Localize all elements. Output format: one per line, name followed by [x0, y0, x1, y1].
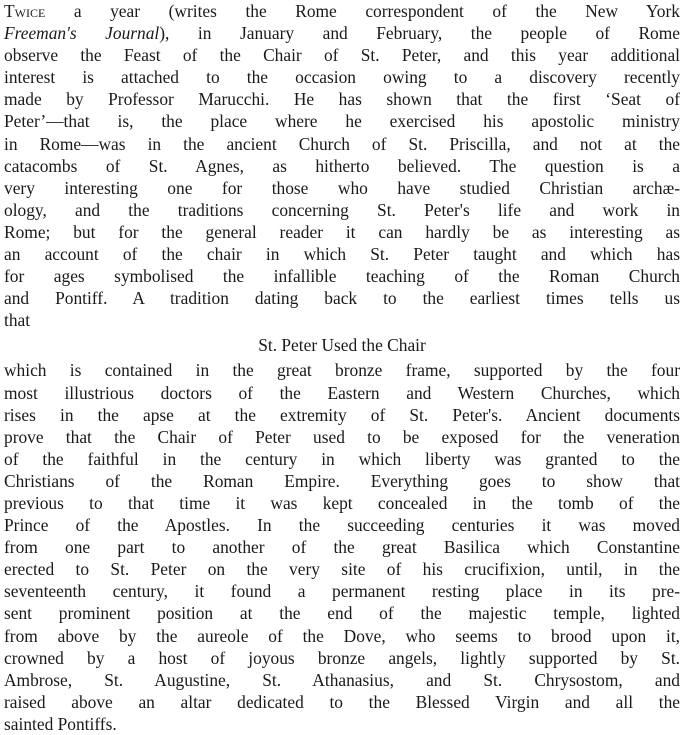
- paragraph-line: from above by the aureole of the Dove, who seems to brood upon it,: [4, 625, 680, 646]
- paragraph-line: which is contained in the great bronze frame, supported by the four: [4, 360, 680, 381]
- paragraph-line: most illustrious doctors of the Eastern and Western Churches, which: [4, 382, 680, 403]
- paragraph-line: Christians of the Roman Empire. Everything goes to show that: [4, 470, 680, 491]
- paragraph-line: Ambrose, St. Augustine, St. Athanasius, and St. Chrysostom, and: [4, 669, 680, 690]
- paragraph-line: made by Professor Marucchi. He has shown that the first ‘Seat of: [4, 89, 680, 110]
- paragraph-line: Rome; but for the general reader it can hardly be as interesting as: [4, 221, 680, 242]
- journal-name: Freeman's Journal: [4, 23, 160, 44]
- subheading: St. Peter Used the Chair: [258, 335, 426, 356]
- paragraph-line: [4, 22, 680, 44]
- paragraph-line: in Rome—was in the ancient Church of St. Priscilla, and not at the: [4, 133, 680, 154]
- paragraph-line: previous to that time it was kept concealed in the tomb of the: [4, 492, 680, 513]
- paragraph-line: seventeenth century, it found a permanent resting place in its pre-: [4, 581, 680, 602]
- article: [4, 0, 680, 735]
- paragraph-line: crowned by a host of joyous bronze angels, lightly supported by St.: [4, 647, 680, 668]
- opening-word: Twice: [4, 1, 46, 21]
- paragraph-line: prove that the Chair of Peter used to be exposed for the veneration: [4, 426, 680, 447]
- paragraph-line: for ages symbolised the infallible teaching of the Roman Church: [4, 266, 680, 287]
- line-rest: a year (writes the Rome correspondent of the New York: [73, 1, 680, 21]
- paragraph-line: raised above an altar dedicated to the Blessed Virgin and all the: [4, 691, 680, 712]
- paragraph-line: very interesting one for those who have studied Christian archæ-: [4, 177, 680, 198]
- paragraph-line: erected to St. Peter on the very site of his crucifixion, until, in the: [4, 559, 680, 580]
- paragraph-line: catacombs of St. Agnes, as hitherto believed. The question is a: [4, 155, 680, 176]
- paragraph-line: [4, 0, 680, 22]
- paragraph-line: and Pontiff. A tradition dating back to the earliest times tells us: [4, 288, 680, 309]
- paragraph-line: of the faithful in the century in which liberty was granted to the: [4, 448, 680, 469]
- paragraph-line: observe the Feast of the Chair of St. Peter, and this year additional: [4, 45, 680, 66]
- line-rest: ), in January and February, the people of Rome: [159, 23, 680, 44]
- paragraph-line: an account of the chair in which St. Peter taught and which has: [4, 244, 680, 265]
- paragraph-line: rises in the apse at the extremity of St. Peter's. Ancient documents: [4, 404, 680, 425]
- paragraph-1: [4, 0, 680, 331]
- paragraph-line: Prince of the Apostles. In the succeeding centuries it was moved: [4, 515, 680, 536]
- paragraph-line: sainted Pontiffs.: [4, 713, 117, 734]
- paragraph-line: ology, and the traditions concerning St. Peter's life and work in: [4, 199, 680, 220]
- paragraph-line: from one part to another of the great Basilica which Constantine: [4, 537, 680, 558]
- paragraph-line: sent prominent position at the end of the majestic temple, lighted: [4, 603, 680, 624]
- paragraph-line: Peter’—that is, the place where he exercised his apostolic ministry: [4, 111, 680, 132]
- paragraph-line: interest is attached to the occasion owing to a discovery recently: [4, 67, 680, 88]
- paragraph-2: [4, 359, 680, 735]
- paragraph-line: that: [4, 310, 31, 331]
